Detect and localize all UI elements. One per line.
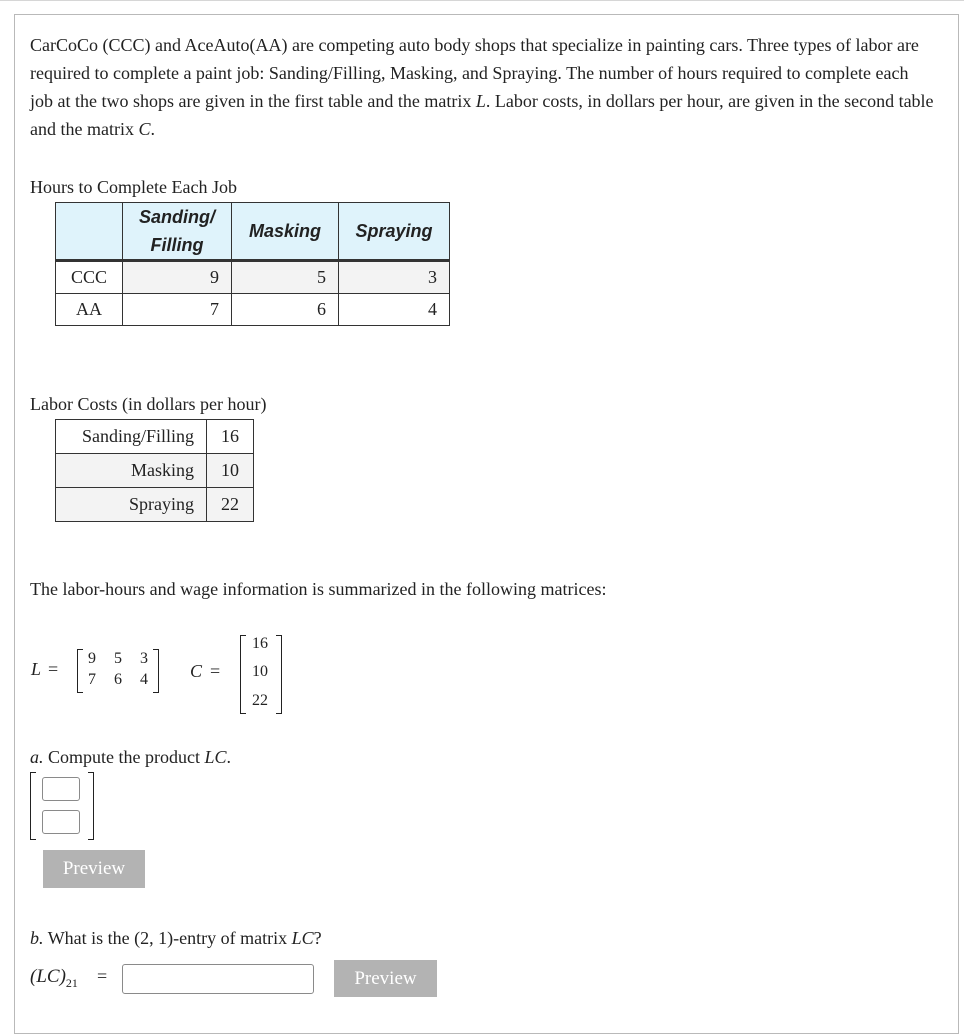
aa-sanding: 7 [123, 294, 232, 326]
hours-header-blank [56, 203, 123, 261]
row-label-ccc: CCC [56, 261, 123, 294]
hours-table [55, 202, 450, 326]
L-13: 3 [140, 650, 148, 667]
cost-value-masking: 10 [207, 454, 254, 488]
var-C: C [138, 119, 151, 139]
table-row [56, 420, 254, 454]
ccc-masking: 5 [232, 261, 339, 294]
header-spraying: Spraying [339, 203, 450, 261]
cost-value-spraying: 22 [207, 488, 254, 522]
C-1: 16 [252, 635, 268, 652]
matrix-C-equals: = [210, 661, 221, 681]
matrix-L-left-bracket [77, 649, 83, 693]
header-sanding-filling: Sanding/ Filling [123, 203, 232, 261]
L-23: 4 [140, 671, 148, 688]
answer-entry-2-input[interactable] [42, 810, 80, 834]
part-b-equals: = [97, 966, 108, 986]
cost-table-caption: Labor Costs (in dollars per hour) [30, 394, 267, 414]
part-b-question: b. What is the (2, 1)-entry of matrix LC? [30, 928, 322, 948]
matrix-C-right-bracket [276, 635, 282, 714]
row-label-aa: AA [56, 294, 123, 326]
matrix-L-equals: = [48, 659, 59, 679]
table-row [56, 488, 254, 522]
table-row [56, 261, 450, 294]
part-b-lhs: $(LC)_{21}$ [30, 966, 78, 990]
cost-label-masking: Masking [56, 454, 207, 488]
preview-button-a[interactable]: Preview [43, 850, 145, 888]
cost-label-spraying: Spraying [56, 488, 207, 522]
aa-masking: 6 [232, 294, 339, 326]
C-3: 22 [252, 692, 268, 709]
top-divider [0, 0, 964, 1]
var-L: L [475, 91, 486, 111]
cost-value-sanding: 16 [207, 420, 254, 454]
problem-intro: CarCoCo (CCC) and AceAuto(AA) are competing auto body shops that specialize in painting cars. Three types of labor are required to complete a paint job: Sanding/Filling, Masking, and Spraying. The number of hours required to complete each job at the two shops are given in the first table and the matrix L. Labor costs, in dollars per hour, are given in the second table and the matrix C. [30, 35, 934, 139]
answer-matrix-left-bracket [30, 772, 36, 840]
ccc-sanding: 9 [123, 261, 232, 294]
L-22: 6 [114, 671, 122, 688]
matrix-L-name: L [31, 659, 42, 679]
table-row [56, 454, 254, 488]
table-row [56, 294, 450, 326]
matrix-L-right-bracket [153, 649, 159, 693]
L-11: 9 [88, 650, 96, 667]
preview-button-b[interactable]: Preview [334, 960, 437, 997]
cost-label-sanding: Sanding/Filling [56, 420, 207, 454]
hours-table-caption: Hours to Complete Each Job [30, 177, 237, 197]
C-2: 10 [252, 663, 268, 680]
matrix-C-name: C [190, 661, 203, 681]
cost-table [55, 419, 254, 522]
L-12: 5 [114, 650, 122, 667]
answer-matrix-right-bracket [88, 772, 94, 840]
header-masking: Masking [232, 203, 339, 261]
summary-text: The labor-hours and wage information is summarized in the following matrices: [30, 579, 607, 599]
aa-spraying: 4 [339, 294, 450, 326]
ccc-spraying: 3 [339, 261, 450, 294]
answer-entry-1-input[interactable] [42, 777, 80, 801]
L-21: 7 [88, 671, 96, 688]
part-a-question: a. Compute the product LC. [30, 747, 232, 767]
question-panel [14, 14, 959, 1034]
lc21-input[interactable] [122, 964, 314, 994]
